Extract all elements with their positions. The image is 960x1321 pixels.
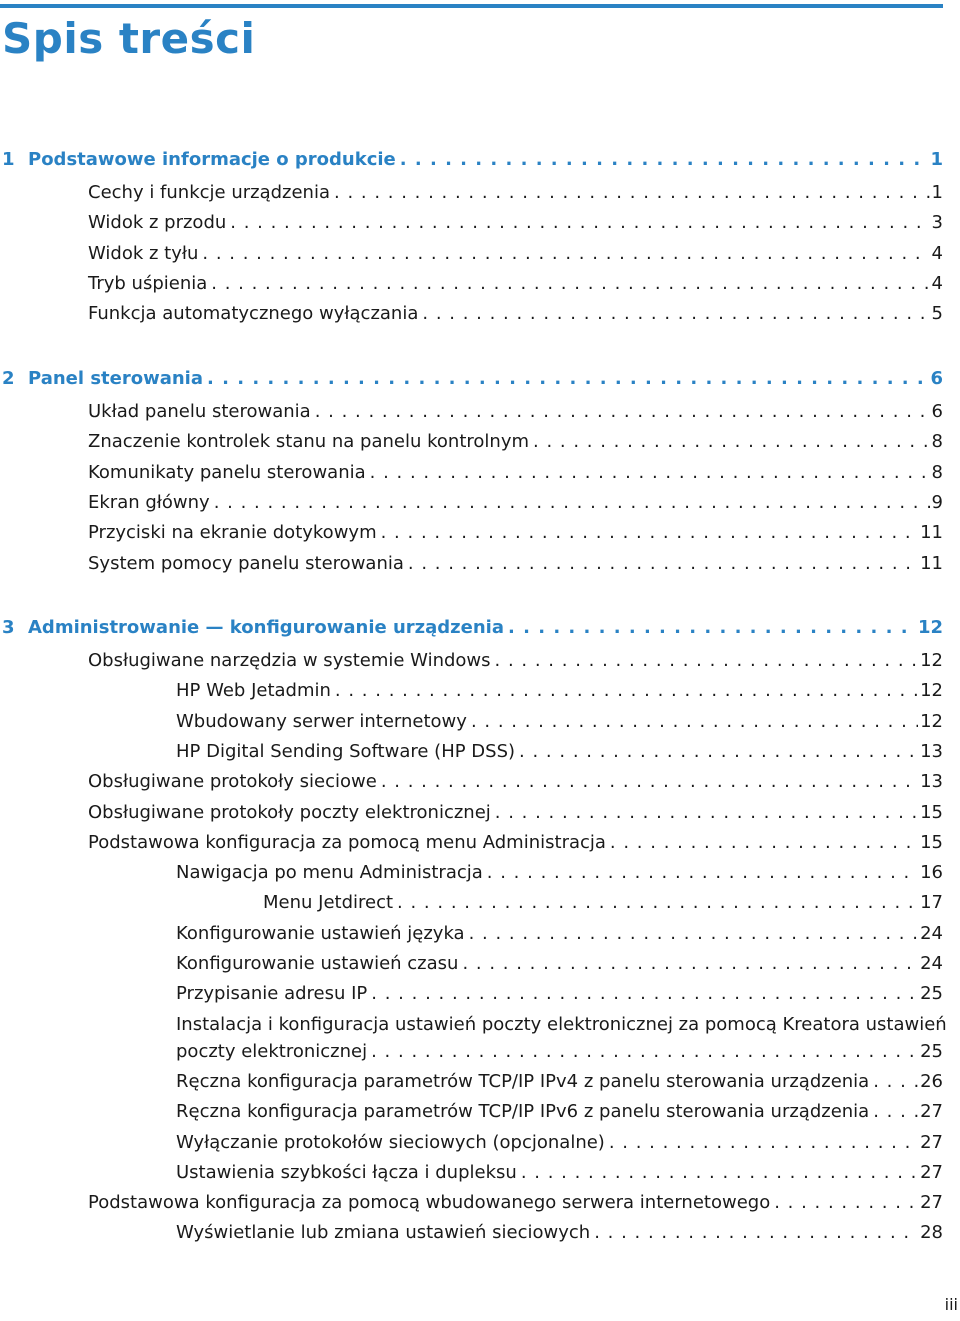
chapter-title: Panel sterowania — [28, 368, 203, 389]
dot-leader — [610, 828, 918, 858]
chapter-page: 1 — [930, 149, 943, 170]
toc-entry[interactable] — [88, 828, 943, 858]
dot-leader — [371, 1037, 918, 1067]
entry-page: 28 — [920, 1222, 943, 1244]
entry-title: Obsługiwane protokoły sieciowe — [88, 771, 377, 793]
entry-page: 24 — [920, 922, 943, 944]
toc-entry[interactable] — [88, 488, 943, 518]
entry-title: Komunikaty panelu sterowania — [88, 461, 366, 483]
entry-title: Obsługiwane narzędzia w systemie Windows — [88, 650, 491, 671]
toc-entry[interactable] — [176, 676, 943, 706]
entry-title: Menu Jetdirect — [263, 892, 394, 914]
entry-page: 13 — [920, 771, 943, 793]
toc-entry[interactable] — [88, 178, 943, 208]
entry-page: 24 — [920, 953, 943, 974]
entry-title: Wyłączanie protokołów sieciowych (opcjonalne) — [176, 1131, 605, 1153]
toc-entry[interactable] — [176, 919, 943, 949]
toc-entry[interactable] — [88, 767, 943, 797]
entry-title: Wbudowany serwer internetowy — [176, 710, 467, 732]
dot-leader — [381, 518, 918, 548]
toc-entry[interactable] — [88, 549, 943, 579]
dot-leader — [495, 798, 918, 828]
dot-leader — [371, 979, 918, 1009]
dot-leader — [462, 949, 918, 979]
chapter-number: 2 — [2, 368, 15, 389]
entry-title: Układ panelu sterowania — [88, 401, 311, 422]
entry-page: 25 — [920, 1040, 943, 1062]
entry-page: 5 — [931, 303, 943, 325]
dot-leader — [214, 488, 930, 518]
entry-title: System pomocy panelu sterowania — [88, 552, 404, 574]
toc-chapter[interactable] — [2, 364, 943, 394]
dot-leader — [315, 397, 930, 427]
entry-page: 15 — [920, 831, 943, 853]
dot-leader — [519, 737, 918, 767]
dot-leader — [211, 269, 929, 299]
dot-leader — [533, 427, 930, 457]
toc-entry[interactable] — [176, 737, 943, 767]
dot-leader — [381, 767, 918, 797]
entry-title: Konfigurowanie ustawień języka — [176, 922, 465, 944]
entry-page: 27 — [920, 1131, 943, 1153]
entry-title: Tryb uśpienia — [88, 272, 208, 294]
chapter-page: 6 — [930, 368, 943, 389]
toc-entry[interactable] — [88, 208, 943, 238]
toc-entry[interactable] — [176, 1037, 943, 1067]
toc-entry-line[interactable] — [176, 1010, 947, 1040]
toc-entry[interactable] — [88, 269, 943, 299]
entry-title: Ekran główny — [88, 491, 210, 513]
entry-page: 11 — [920, 522, 943, 544]
entry-page: 9 — [931, 491, 943, 513]
toc-entry[interactable] — [88, 299, 943, 329]
chapter-number: 1 — [2, 149, 15, 170]
chapter-page: 12 — [917, 617, 943, 638]
dot-leader — [207, 364, 928, 394]
dot-leader — [594, 1218, 918, 1248]
entry-page: 1 — [931, 182, 943, 203]
page-title: Spis treści — [2, 14, 256, 63]
toc-entry[interactable] — [176, 1067, 943, 1097]
top-rule — [0, 4, 943, 8]
entry-title: Przypisanie adresu IP — [176, 983, 368, 1005]
toc-entry[interactable] — [88, 427, 943, 457]
entry-page: 12 — [920, 650, 943, 671]
chapter-title: Podstawowe informacje o produkcie — [28, 149, 396, 170]
entry-title: Instalacja i konfiguracja ustawień poczty elektronicznej za pomocą Kreatora ustawień — [176, 1013, 947, 1035]
toc-entry[interactable] — [88, 798, 943, 828]
entry-page: 27 — [920, 1101, 943, 1123]
entry-page: 25 — [920, 983, 943, 1005]
toc-entry[interactable] — [176, 858, 943, 888]
dot-leader — [495, 646, 919, 676]
toc-entry[interactable] — [88, 397, 943, 427]
entry-title: Nawigacja po menu Administracja — [176, 862, 483, 884]
toc-entry[interactable] — [176, 1158, 943, 1188]
dot-leader — [335, 676, 918, 706]
chapter-title: Administrowanie — konfigurowanie urządzenia — [28, 617, 504, 638]
entry-page: 11 — [920, 552, 943, 574]
toc-chapter[interactable] — [2, 613, 943, 643]
entry-title: Widok z przodu — [88, 212, 227, 234]
entry-title: HP Web Jetadmin — [176, 680, 331, 702]
entry-page: 15 — [920, 801, 943, 823]
entry-title-continued: poczty elektronicznej — [176, 1040, 368, 1062]
entry-page: 8 — [931, 431, 943, 453]
entry-title: Funkcja automatycznego wyłączania — [88, 303, 419, 325]
toc-entry[interactable] — [88, 518, 943, 548]
dot-leader — [230, 208, 929, 238]
page-number: iii — [944, 1295, 958, 1314]
dot-leader — [397, 888, 918, 918]
entry-page: 12 — [920, 680, 943, 702]
entry-page: 12 — [920, 710, 943, 732]
toc-entry[interactable] — [263, 888, 943, 918]
dot-leader — [508, 613, 916, 643]
entry-title: Konfigurowanie ustawień czasu — [176, 953, 459, 974]
dot-leader — [774, 1188, 918, 1218]
toc-entry[interactable] — [176, 1097, 943, 1127]
entry-title: Ustawienia szybkości łącza i dupleksu — [176, 1161, 517, 1183]
dot-leader — [873, 1067, 918, 1097]
entry-page: 16 — [920, 862, 943, 884]
entry-page: 8 — [931, 461, 943, 483]
toc-entry[interactable] — [176, 1128, 943, 1158]
entry-page: 4 — [931, 242, 943, 264]
dot-leader — [469, 919, 919, 949]
dot-leader — [609, 1128, 918, 1158]
dot-leader — [334, 178, 930, 208]
toc-entry[interactable] — [176, 949, 943, 979]
entry-page: 3 — [931, 212, 943, 234]
entry-title: Przyciski na ekranie dotykowym — [88, 522, 377, 544]
dot-leader — [521, 1158, 918, 1188]
entry-page: 4 — [931, 272, 943, 294]
toc-entry[interactable] — [88, 1188, 943, 1218]
entry-title: Obsługiwane protokoły poczty elektronicznej — [88, 801, 491, 823]
entry-title: Podstawowa konfiguracja za pomocą wbudowanego serwera internetowego — [88, 1192, 771, 1214]
entry-page: 17 — [920, 892, 943, 914]
entry-page: 13 — [920, 740, 943, 762]
toc-entry[interactable] — [176, 707, 943, 737]
toc-entry[interactable] — [88, 458, 943, 488]
entry-title: Wyświetlanie lub zmiana ustawień sieciowych — [176, 1222, 591, 1244]
dot-leader — [422, 299, 929, 329]
dot-leader — [873, 1097, 918, 1127]
dot-leader — [487, 858, 918, 888]
entry-title: Ręczna konfiguracja parametrów TCP/IP IPv4 z panelu sterowania urządzenia — [176, 1070, 870, 1092]
entry-title: Ręczna konfiguracja parametrów TCP/IP IPv6 z panelu sterowania urządzenia — [176, 1101, 870, 1123]
dot-leader — [471, 707, 918, 737]
toc-entry[interactable] — [88, 646, 943, 676]
entry-title: HP Digital Sending Software (HP DSS) — [176, 740, 516, 762]
entry-page: 6 — [931, 401, 943, 422]
toc-entry[interactable] — [88, 239, 943, 269]
toc-entry[interactable] — [176, 1218, 943, 1248]
toc-chapter[interactable] — [2, 145, 943, 175]
chapter-number: 3 — [2, 617, 15, 638]
entry-page: 27 — [920, 1192, 943, 1214]
entry-page: 27 — [920, 1161, 943, 1183]
entry-page: 26 — [920, 1070, 943, 1092]
entry-title: Widok z tyłu — [88, 242, 199, 264]
entry-title: Podstawowa konfiguracja za pomocą menu Administracja — [88, 831, 606, 853]
toc-entry[interactable] — [176, 979, 943, 1009]
dot-leader — [370, 458, 930, 488]
dot-leader — [408, 549, 918, 579]
dot-leader — [202, 239, 929, 269]
dot-leader — [400, 145, 929, 175]
entry-title: Znaczenie kontrolek stanu na panelu kontrolnym — [88, 431, 529, 453]
entry-title: Cechy i funkcje urządzenia — [88, 182, 330, 203]
